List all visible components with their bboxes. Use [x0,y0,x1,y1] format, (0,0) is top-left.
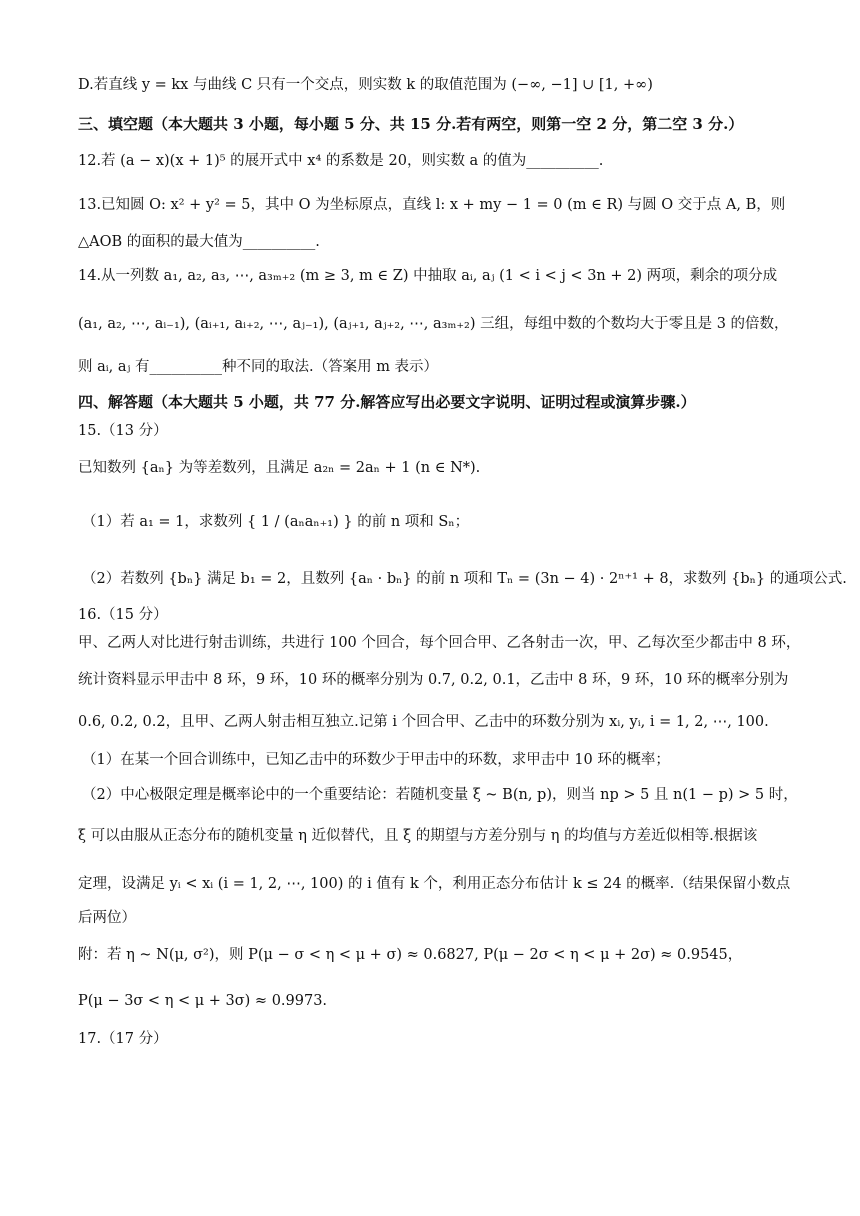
question-15-stem: 已知数列 {aₙ} 为等差数列，且满足 a₂ₙ = 2aₙ + 1 (n ∈ N*). [78,460,481,476]
question-13-line-1: 13.已知圆 O: x² + y² = 5，其中 O 为坐标原点，直线 l: x + my − 1 = 0 (m ∈ R) 与圆 O 交于点 A, B，则 [78,197,786,213]
question-16-part-2-line-2: ξ 可以由服从正态分布的随机变量 η 近似替代，且 ξ 的期望与方差分别与 η 的均值与方差近似相等.根据该 [78,828,758,844]
question-14-line-3: 则 aᵢ, aⱼ 有__________种不同的取法.（答案用 m 表示） [78,359,439,375]
question-14-line-1: 14.从一列数 a₁, a₂, a₃, ⋯, a₃ₘ₊₂ (m ≥ 3, m ∈ Z) 中抽取 aᵢ, aⱼ (1 < i < j < 3n + 2) 两项，剩余的项分成 [78,268,778,284]
question-16-part-1: （1）在某一个回合训练中，已知乙击中的环数少于甲击中的环数，求甲击中 10 环的概率； [82,752,670,768]
question-12: 12.若 (a − x)(x + 1)⁵ 的展开式中 x⁴ 的系数是 20，则实数 a 的值为__________. [78,153,604,169]
question-16-stem-2: 统计资料显示甲击中 8 环，9 环，10 环的概率分别为 0.7, 0.2, 0.1，乙击中 8 环，9 环，10 环的概率分别为 [78,672,789,688]
question-13-line-2: △AOB 的面积的最大值为__________. [78,234,320,250]
option-d-line: D.若直线 y = kx 与曲线 C 只有一个交点，则实数 k 的取值范围为 (−∞, −1] ∪ [1, +∞) [78,77,653,93]
question-16-header: 16.（15 分） [78,607,168,623]
question-16-stem-3: 0.6, 0.2, 0.2，且甲、乙两人射击相互独立.记第 i 个回合甲、乙击中的环数分别为 xᵢ, yᵢ, i = 1, 2, ⋯, 100. [78,714,769,730]
question-15-part-2: （2）若数列 {bₙ} 满足 b₁ = 2，且数列 {aₙ · bₙ} 的前 n 项和 Tₙ = (3n − 4) · 2ⁿ⁺¹ + 8，求数列 {bₙ} 的通项公式. [82,571,847,587]
question-15-header: 15.（13 分） [78,423,168,439]
question-16-part-2-line-4: 后两位） [78,910,136,926]
appendix-line-2: P(μ − 3σ < η < μ + 3σ) ≈ 0.9973. [78,993,328,1009]
section-4-heading: 四、解答题（本大题共 5 小题，共 77 分.解答应写出必要文字说明、证明过程或演算步骤.） [78,393,696,411]
appendix-line-1: 附：若 η ~ N(μ, σ²)，则 P(μ − σ < η < μ + σ) ≈ 0.6827, P(μ − 2σ < η < μ + 2σ) ≈ 0.9545， [78,947,743,963]
question-16-part-2-line-1: （2）中心极限定理是概率论中的一个重要结论：若随机变量 ξ ~ B(n, p)，则当 np > 5 且 n(1 − p) > 5 时， [82,787,798,803]
question-15-part-1: （1）若 a₁ = 1，求数列 { 1 / (aₙaₙ₊₁) } 的前 n 项和 Sₙ； [82,514,470,530]
question-17-header: 17.（17 分） [78,1031,168,1047]
question-14-line-2: (a₁, a₂, ⋯, aᵢ₋₁), (aᵢ₊₁, aᵢ₊₂, ⋯, aⱼ₋₁), (aⱼ₊₁, aⱼ₊₂, ⋯, a₃ₘ₊₂) 三组，每组中数的个数均大于零且是 3 的倍数， [78,316,789,332]
section-3-heading: 三、填空题（本大题共 3 小题，每小题 5 分、共 15 分.若有两空，则第一空 2 分，第二空 3 分.） [78,115,744,133]
question-16-part-2-line-3: 定理，设满足 yᵢ < xᵢ (i = 1, 2, ⋯, 100) 的 i 值有 k 个，利用正态分布估计 k ≤ 24 的概率.（结果保留小数点 [78,876,791,892]
question-16-stem-1: 甲、乙两人对比进行射击训练，共进行 100 个回合，每个回合甲、乙各射击一次，甲、乙每次至少都击中 8 环， [78,635,801,651]
